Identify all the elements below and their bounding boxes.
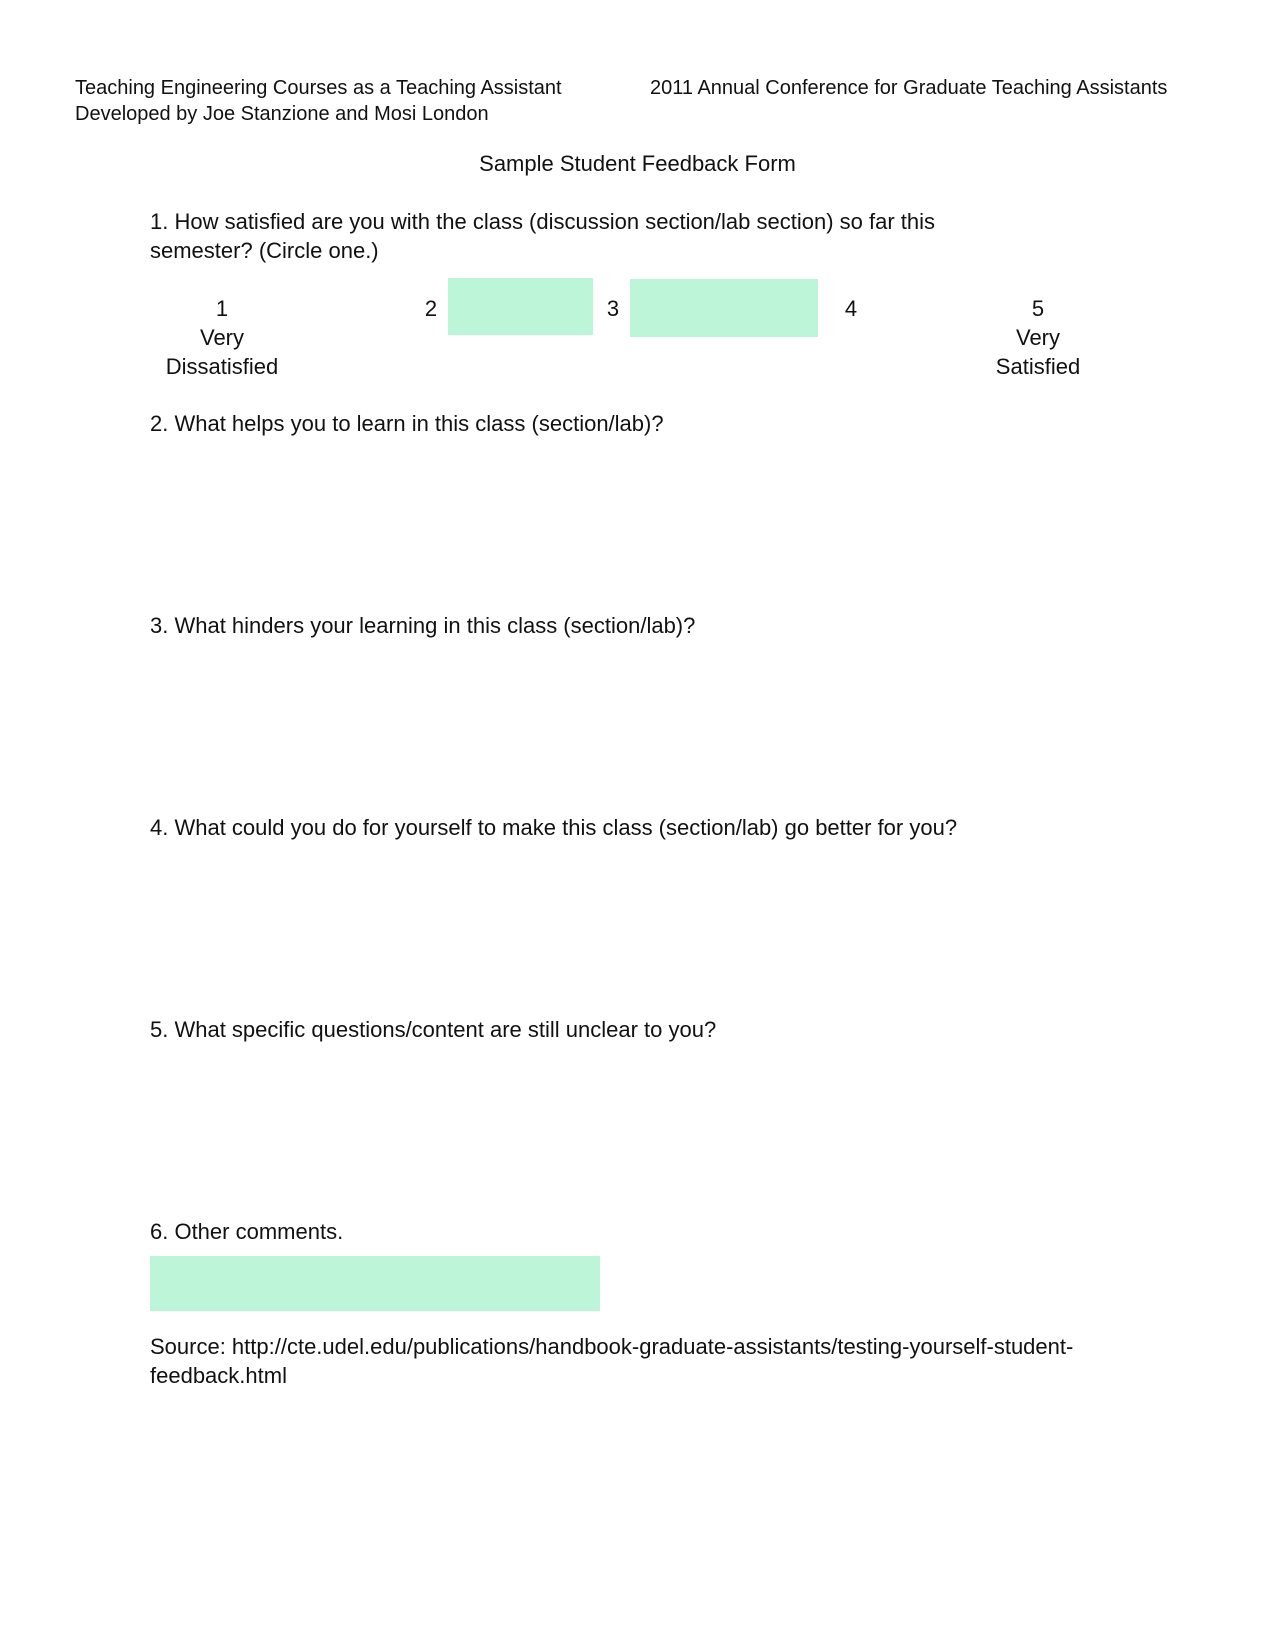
question-1-line1: 1. How satisfied are you with the class (discussion section/lab section) so far this [150, 209, 936, 234]
highlight-box [448, 278, 593, 335]
highlight-box [150, 1256, 600, 1311]
scale-number: 2 [424, 296, 438, 321]
highlight-box [630, 279, 818, 337]
scale-number: 5 [1031, 296, 1045, 321]
scale-option-5[interactable] [980, 294, 1096, 381]
scale-label: Dissatisfied [165, 354, 279, 379]
question-6: 6. Other comments. [150, 1219, 344, 1244]
source-line2: feedback.html [150, 1363, 287, 1388]
question-2: 2. What helps you to learn in this class (section/lab)? [150, 411, 664, 436]
scale-label: Very [1015, 325, 1061, 350]
scale-number: 3 [606, 296, 620, 321]
scale-option-2[interactable] [414, 294, 448, 323]
question-1-line2: semester? (Circle one.) [150, 238, 379, 263]
source-line1: Source: http://cte.udel.edu/publications/handbook-graduate-assistants/testing-yourself-student- [150, 1334, 1074, 1359]
scale-number: 4 [844, 296, 858, 321]
question-3: 3. What hinders your learning in this class (section/lab)? [150, 613, 696, 638]
header-left-line2: Developed by Joe Stanzione and Mosi London [75, 103, 489, 125]
scale-label: Very [199, 325, 245, 350]
question-4: 4. What could you do for yourself to make this class (section/lab) go better for you? [150, 815, 958, 840]
scale-option-1[interactable] [158, 294, 286, 381]
scale-option-3[interactable] [596, 294, 630, 323]
scale-option-4[interactable] [834, 294, 868, 323]
page-title: Sample Student Feedback Form [479, 151, 796, 176]
scale-number: 1 [215, 296, 229, 321]
header-left-line1: Teaching Engineering Courses as a Teaching Assistant [75, 77, 562, 99]
question-5: 5. What specific questions/content are still unclear to you? [150, 1017, 717, 1042]
header-right: 2011 Annual Conference for Graduate Teaching Assistants [650, 77, 1168, 99]
scale-label: Satisfied [995, 354, 1081, 379]
